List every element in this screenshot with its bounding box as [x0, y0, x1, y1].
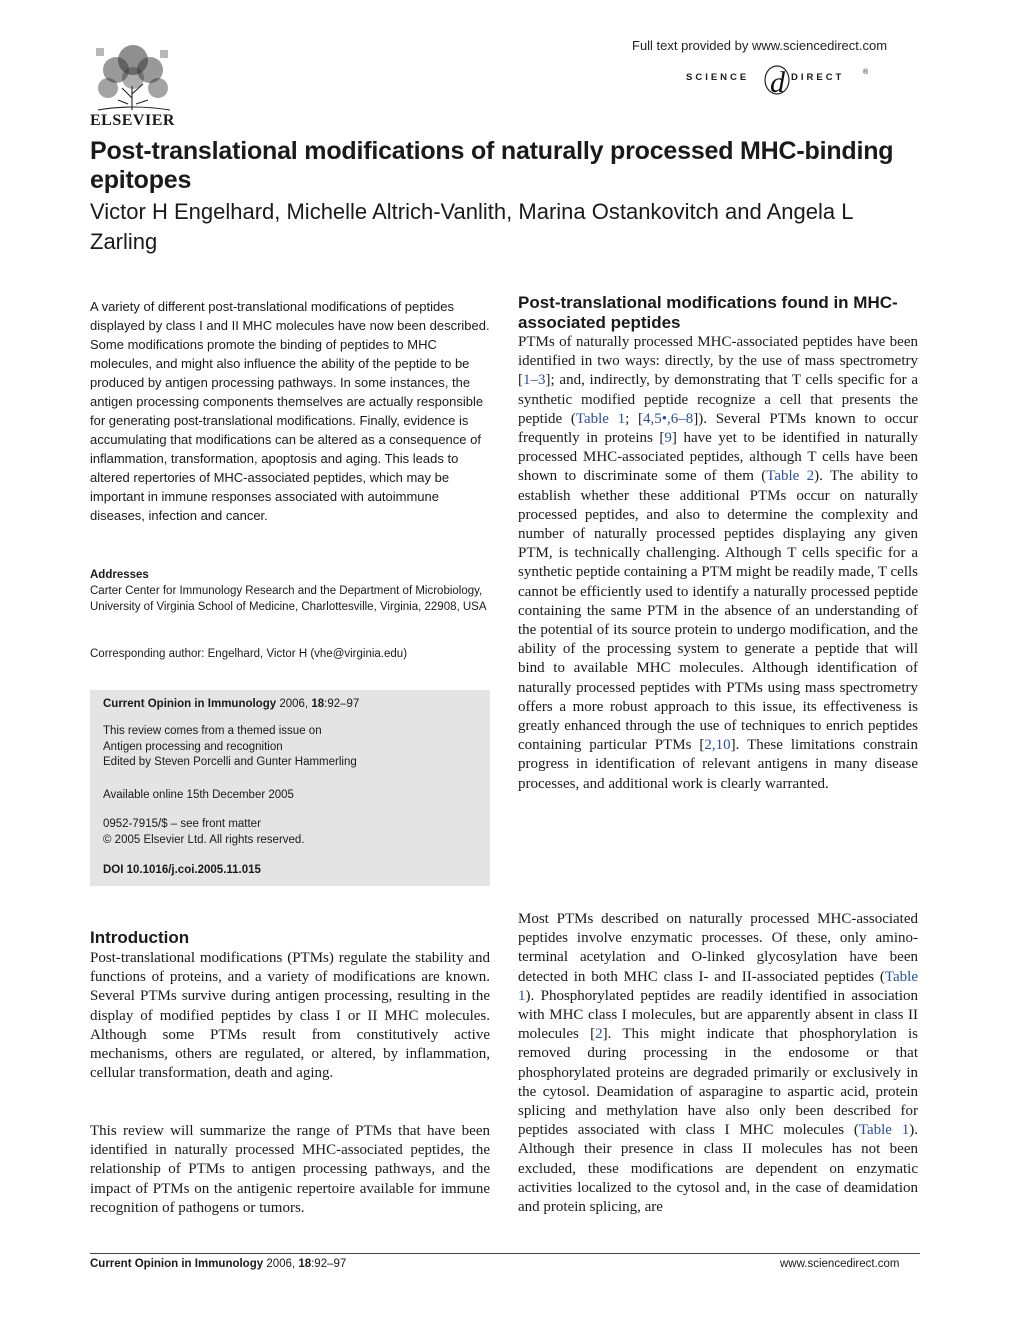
full-text-provider-line[interactable]: Full text provided by www.sciencedirect.com	[632, 38, 888, 53]
citation-link[interactable]: 2,10	[704, 737, 731, 754]
text-run: ). Phosphorylated peptides are readily identified in association with MHC class I molecules, but are apparently absent in class II molecules [	[518, 987, 918, 1043]
introduction-paragraph-2: This review will summarize the range of PTMs that have been identified in naturally processed MHC-associated peptides, the relationship of PTMs to antigen processing pathways, and the impact of PTMs on the antigenic repertoire available for immune recognition of pathogens or tumors.	[90, 1123, 490, 1216]
footer-journal: Current Opinion in Immunology	[90, 1258, 264, 1270]
section-paragraph-1	[518, 333, 918, 794]
text-run: ]. These limitations constrain progress in identification of relevant antigens in many disease processes, and additional work is clearly warranted.	[518, 737, 918, 792]
addresses-heading: Addresses	[90, 569, 149, 581]
text-run: PTMs of naturally processed MHC-associated peptides have been identified in two ways: directly, by the use of mass spectrometry [	[518, 334, 918, 389]
footer-url[interactable]: www.sciencedirect.com	[780, 1258, 900, 1270]
table-link[interactable]: Table 1	[575, 410, 626, 427]
sciencedirect-science-word: SCIENCE	[686, 72, 750, 83]
info-themed-line-1: This review comes from a themed issue on	[103, 725, 322, 737]
text-run: ]. This might indicate that phosphorylation is removed during processing in the endosome or that phosphorylated proteins are degraded primarily or exclusively in the cytosol. Deamidation of asparagine to aspartic acid, protein splicing and methylation have also only been described for peptides associated with class I MHC molecules (	[518, 1026, 918, 1139]
footer-year: 2006,	[263, 1258, 299, 1270]
text-run: ). The ability to establish whether these additional PTMs occur on naturally processed peptides, and also to determine the complexity and number of naturally processed peptides displaying any given PTM, is technically challenging. Although T cells specific for a synthetic peptide containing a PTM might be readily made, T cells cannot be efficiently used to identify a naturally processed peptide containing the same PTM in the absence of an understanding of the potential of its source protein to undergo modification, and the ability of the processing system to generate a peptide that will bind to available MHC molecules. Although identification of naturally processed peptides with PTMs using mass spectrometry offers a more robust approach to this issue, its effectiveness is greatly enhanced through the use of techniques to enrich peptides containing particular PTMs [	[518, 468, 918, 754]
registered-mark: ®	[863, 69, 869, 76]
article-title: Post-translational modifications of naturally processed MHC-binding epitopes	[90, 137, 894, 194]
footer-pages: :92–97	[311, 1258, 347, 1270]
publisher-name: ELSEVIER	[90, 112, 175, 129]
citation-link[interactable]: 1–3	[523, 372, 546, 389]
introduction-heading: Introduction	[90, 928, 190, 947]
table-link[interactable]: Table 1	[518, 968, 918, 1004]
info-pages: :92–97	[324, 698, 360, 710]
article-info-box	[90, 690, 490, 886]
sciencedirect-direct-word: DIRECT	[791, 72, 845, 83]
table-link[interactable]: Table 1	[858, 1122, 910, 1139]
corresponding-author[interactable]: Corresponding author: Engelhard, Victor H (vhe@virginia.edu)	[90, 648, 408, 660]
section-heading: Post-translational modifications found in MHC-associated peptides	[518, 293, 898, 332]
sciencedirect-d-glyph: d	[770, 66, 785, 99]
section-paragraph-2	[518, 910, 918, 1217]
info-themed-line-2: Antigen processing and recognition	[103, 740, 283, 753]
introduction-paragraph-1: Post-translational modifications (PTMs) regulate the stability and functions of proteins, and a variety of modifications are known. Several PTMs survive during antigen processing, resulting in the display of modified peptides by class I or II MHC molecules. Although some PTMs result from constitutively active mechanisms, others are regulated, or altered, by inflammation, cellular transformation, death and aging.	[90, 950, 490, 1082]
info-copyright: © 2005 Elsevier Ltd. All rights reserved.	[103, 833, 305, 846]
info-themed-line-3: Edited by Steven Porcelli and Gunter Hammerling	[103, 756, 357, 768]
text-run: ). Although their presence in class II molecules has not been excluded, these modifications are dependent on enzymatic activities localized to the cytosol and, in the case of deamidation and protein splicing, are	[518, 1122, 918, 1216]
info-year: 2006,	[279, 698, 312, 710]
info-available-online: Available online 15th December 2005	[103, 789, 294, 801]
text-run: ]; and, indirectly, by demonstrating that T cells specific for a synthetic modified peptide recognize a cell that presents the peptide (	[518, 372, 918, 427]
info-journal-name: Current Opinion in Immunology	[103, 698, 277, 710]
info-issn	[103, 817, 305, 848]
article-authors: Victor H Engelhard, Michelle Altrich-Vanlith, Marina Ostankovitch and Angela L Zarling	[90, 199, 853, 254]
info-doi[interactable]: DOI 10.1016/j.coi.2005.11.015	[103, 864, 261, 876]
addresses-text: Carter Center for Immunology Research and the Department of Microbiology, University of Virginia School of Medicine, Charlottesville, Virginia, 22908, USA	[90, 585, 487, 613]
citation-link[interactable]: 9	[664, 430, 672, 447]
footer-citation	[90, 1258, 346, 1270]
text-run: Most PTMs described on naturally processed MHC-associated peptides involve enzymatic processes. Of these, only amino-terminal acetylation and O-linked glycosylation have been detected in both MHC class I- and II-associated peptides (	[518, 911, 918, 985]
citation-link[interactable]: 4,5•,6–8	[643, 410, 694, 427]
info-journal-line	[103, 697, 359, 713]
info-themed-issue	[103, 724, 357, 771]
footer-divider	[90, 1253, 920, 1254]
abstract: A variety of different post-translational modifications of peptides displayed by class I and II MHC molecules have now been described. Some modifications promote the binding of peptides to MHC molecules, and might also influence the ability of the peptide to be produced by antigen processing pathways. In some instances, the antigen processing components themselves are actually responsible for generating post-translational modifications. Finally, evidence is accumulating that modifications can be altered as a consequence of inflammation, transformation, apoptosis and aging. This leads to altered repertories of MHC-associated peptides, which may be important in immune responses associated with autoimmune diseases, infection and cancer.	[90, 299, 490, 523]
text-run: ]). Several PTMs known to occur frequently in proteins [	[518, 410, 918, 447]
table-link[interactable]: Table 2	[766, 468, 815, 485]
footer-volume: 18	[298, 1258, 312, 1270]
citation-link[interactable]: 2	[595, 1026, 603, 1043]
text-run: ] have yet to be identified in naturally processed MHC-associated peptides, although T cells have been shown to discriminate some of them (	[518, 430, 918, 485]
info-volume: 18	[311, 698, 325, 710]
info-issn-line: 0952-7915/$ – see front matter	[103, 818, 261, 830]
text-run: ; [	[625, 410, 644, 427]
